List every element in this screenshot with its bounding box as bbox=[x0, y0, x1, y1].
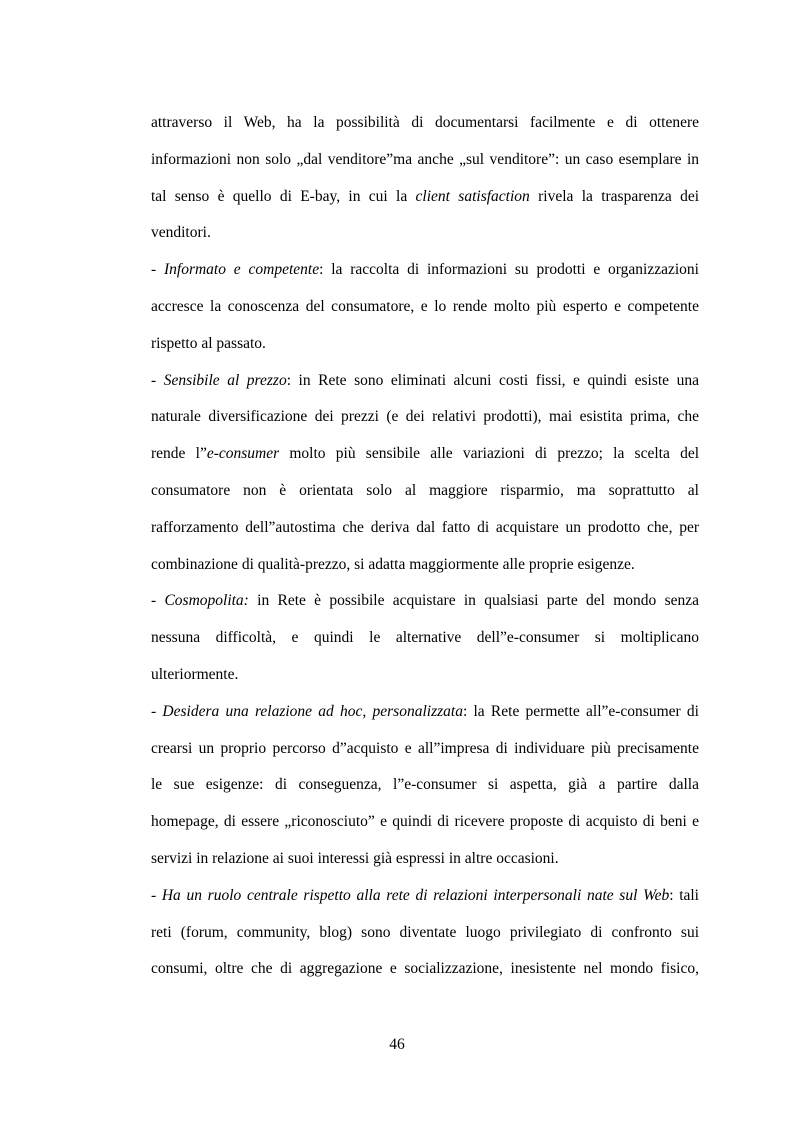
italic-term: Informato e competente bbox=[163, 261, 320, 279]
text-line: attraverso il Web, ha la possibilità di documentarsi facilmente e di ottenere bbox=[151, 114, 699, 131]
italic-term: client satisfaction bbox=[415, 187, 530, 205]
text-line: venditori. bbox=[151, 224, 211, 242]
text-line: informazioni non solo „dal venditore”ma anche „sul venditore”: un caso esemplare in bbox=[151, 150, 699, 168]
italic-term: Desidera una relazione ad hoc, personalizzata bbox=[162, 702, 463, 720]
text-line: accresce la conoscenza del consumatore, e lo rende molto più esperto e competente bbox=[151, 297, 699, 315]
text-line: crearsi un proprio percorso d”acquisto e all”impresa di individuare più precisamente bbox=[151, 739, 699, 757]
text-line: ulteriormente. bbox=[151, 665, 239, 683]
text-line: nessuna difficoltà, e quindi le alternative dell”e-consumer si moltiplicano bbox=[151, 629, 699, 647]
text-line: rafforzamento dell”autostima che deriva dal fatto di acquistare un prodotto che, per bbox=[151, 518, 699, 536]
text-line: - Desidera una relazione ad hoc, personalizzata: la Rete permette all”e-consumer di bbox=[151, 702, 699, 720]
text-line: reti (forum, community, blog) sono diventate luogo privilegiato di confronto sui bbox=[151, 923, 699, 941]
text-line: - Ha un ruolo centrale rispetto alla rete di relazioni interpersonali nate sul Web: tali bbox=[151, 886, 699, 904]
text-line: - Informato e competente: la raccolta di informazioni su prodotti e organizzazioni bbox=[151, 261, 699, 279]
text-line: servizi in relazione ai suoi interessi già espressi in altre occasioni. bbox=[151, 849, 559, 867]
italic-term: e-consumer bbox=[206, 445, 280, 463]
text-line: combinazione di qualità-prezzo, si adatta maggiormente alle proprie esigenze. bbox=[151, 555, 635, 573]
page-number: 46 bbox=[389, 1036, 405, 1053]
document-body bbox=[151, 110, 699, 993]
text-line: le sue esigenze: di conseguenza, l”e-consumer si aspetta, già a partire dalla bbox=[151, 776, 699, 794]
text-line: - Cosmopolita: in Rete è possibile acquistare in qualsiasi parte del mondo senza bbox=[151, 592, 699, 610]
text-line: homepage, di essere „riconosciuto” e quindi di ricevere proposte di acquisto di beni e bbox=[151, 813, 699, 831]
text-line: consumatore non è orientata solo al maggiore risparmio, ma soprattutto al bbox=[151, 481, 699, 499]
text-line: rende l”e-consumer molto più sensibile alle variazioni di prezzo; la scelta del bbox=[151, 445, 699, 463]
italic-term: Cosmopolita: bbox=[164, 592, 249, 610]
text-line: - Sensibile al prezzo: in Rete sono eliminati alcuni costi fissi, e quindi esiste una bbox=[151, 371, 699, 389]
italic-term: Ha un ruolo centrale rispetto alla rete di relazioni interpersonali nate sul Web bbox=[161, 886, 670, 904]
text-line: consumi, oltre che di aggregazione e socializzazione, inesistente nel mondo fisico, bbox=[151, 960, 699, 978]
text-line: tal senso è quello di E-bay, in cui la client satisfaction rivela la trasparenza dei bbox=[151, 187, 699, 205]
text-line: naturale diversificazione dei prezzi (e dei relativi prodotti), mai esistita prima, che bbox=[151, 408, 699, 426]
italic-term: Sensibile al prezzo bbox=[163, 371, 287, 389]
text-line: rispetto al passato. bbox=[151, 334, 266, 352]
